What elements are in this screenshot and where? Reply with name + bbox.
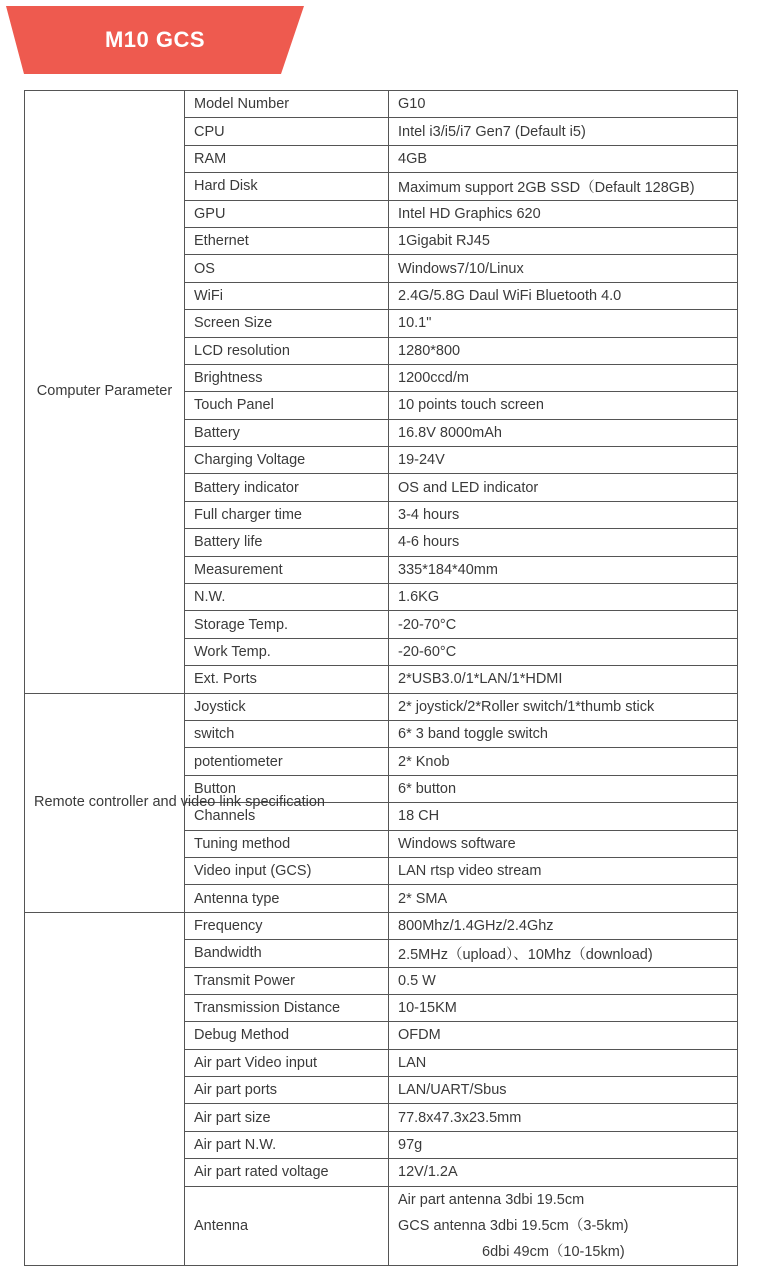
- row-label: Channels: [185, 803, 389, 830]
- row-value: 1280*800: [389, 337, 738, 364]
- row-value: LAN/UART/Sbus: [389, 1077, 738, 1104]
- page-title: M10 GCS: [104, 27, 206, 52]
- row-value: 19-24V: [389, 447, 738, 474]
- group-remote-controller: Remote controller and video link specification: [25, 693, 185, 912]
- row-value: 2* Knob: [389, 748, 738, 775]
- row-label: Debug Method: [185, 1022, 389, 1049]
- spec-table: [24, 90, 738, 1266]
- row-value: 97g: [389, 1131, 738, 1158]
- row-value: 18 CH: [389, 803, 738, 830]
- row-value: 0.5 W: [389, 967, 738, 994]
- row-value: Windows7/10/Linux: [389, 255, 738, 282]
- row-label: Hard Disk: [185, 173, 389, 200]
- row-label: Charging Voltage: [185, 447, 389, 474]
- row-value: G10: [389, 91, 738, 118]
- row-label: Brightness: [185, 364, 389, 391]
- row-label: Model Number: [185, 91, 389, 118]
- row-label: CPU: [185, 118, 389, 145]
- row-value: Windows software: [389, 830, 738, 857]
- row-label: Battery: [185, 419, 389, 446]
- row-label: potentiometer: [185, 748, 389, 775]
- table-row: [25, 912, 738, 939]
- row-label: Bandwidth: [185, 940, 389, 967]
- row-value: 3-4 hours: [389, 501, 738, 528]
- row-value: 2.4G/5.8G Daul WiFi Bluetooth 4.0: [389, 282, 738, 309]
- antenna-label: Antenna: [185, 1186, 389, 1265]
- row-value: 10.1": [389, 310, 738, 337]
- row-value: Intel i3/i5/i7 Gen7 (Default i5): [389, 118, 738, 145]
- row-value: 12V/1.2A: [389, 1159, 738, 1186]
- row-label: GPU: [185, 200, 389, 227]
- row-value: Intel HD Graphics 620: [389, 200, 738, 227]
- row-label: Storage Temp.: [185, 611, 389, 638]
- row-label: Tuning method: [185, 830, 389, 857]
- row-value: 77.8x47.3x23.5mm: [389, 1104, 738, 1131]
- table-row: [25, 91, 738, 118]
- row-value: 335*184*40mm: [389, 556, 738, 583]
- row-value: 1Gigabit RJ45: [389, 227, 738, 254]
- row-label: Transmit Power: [185, 967, 389, 994]
- row-label: Ethernet: [185, 227, 389, 254]
- row-value: 1.6KG: [389, 584, 738, 611]
- row-label: Ext. Ports: [185, 666, 389, 693]
- row-label: switch: [185, 720, 389, 747]
- row-value: 10 points touch screen: [389, 392, 738, 419]
- row-label: RAM: [185, 145, 389, 172]
- row-value: 4-6 hours: [389, 529, 738, 556]
- row-label: Transmission Distance: [185, 994, 389, 1021]
- row-label: WiFi: [185, 282, 389, 309]
- row-value: Maximum support 2GB SSD（Default 128GB): [389, 173, 738, 200]
- row-value: OS and LED indicator: [389, 474, 738, 501]
- group-datalink: [25, 912, 185, 1265]
- row-value: LAN: [389, 1049, 738, 1076]
- row-value: 16.8V 8000mAh: [389, 419, 738, 446]
- row-value: 1200ccd/m: [389, 364, 738, 391]
- row-label: LCD resolution: [185, 337, 389, 364]
- row-value: 800Mhz/1.4GHz/2.4Ghz: [389, 912, 738, 939]
- row-label: Full charger time: [185, 501, 389, 528]
- row-value: 6* button: [389, 775, 738, 802]
- row-label: Screen Size: [185, 310, 389, 337]
- row-label: Air part ports: [185, 1077, 389, 1104]
- row-label: OS: [185, 255, 389, 282]
- row-label: Frequency: [185, 912, 389, 939]
- row-label: Air part rated voltage: [185, 1159, 389, 1186]
- row-label: Battery indicator: [185, 474, 389, 501]
- row-value: OFDM: [389, 1022, 738, 1049]
- title-banner: [6, 6, 304, 74]
- row-label: Button: [185, 775, 389, 802]
- antenna-line: GCS antenna 3dbi 19.5cm（3-5km): [398, 1217, 629, 1234]
- antenna-value: [389, 1186, 738, 1265]
- row-label: Antenna type: [185, 885, 389, 912]
- row-value: -20-60°C: [389, 638, 738, 665]
- antenna-line: 6dbi 49cm（10-15km): [482, 1243, 625, 1260]
- row-value: 2*USB3.0/1*LAN/1*HDMI: [389, 666, 738, 693]
- row-value: 2.5MHz（upload）、10Mhz（download): [389, 940, 738, 967]
- row-label: N.W.: [185, 584, 389, 611]
- row-value: 2* SMA: [389, 885, 738, 912]
- row-value: 2* joystick/2*Roller switch/1*thumb stick: [389, 693, 738, 720]
- row-label: Air part size: [185, 1104, 389, 1131]
- antenna-line: Air part antenna 3dbi 19.5cm: [398, 1191, 585, 1208]
- row-value: LAN rtsp video stream: [389, 857, 738, 884]
- row-value: 10-15KM: [389, 994, 738, 1021]
- table-row: [25, 693, 738, 720]
- row-label: Measurement: [185, 556, 389, 583]
- group-computer-parameter: Computer Parameter: [25, 91, 185, 694]
- row-value: 4GB: [389, 145, 738, 172]
- row-value: -20-70°C: [389, 611, 738, 638]
- row-label: Video input (GCS): [185, 857, 389, 884]
- row-label: Work Temp.: [185, 638, 389, 665]
- row-label: Air part Video input: [185, 1049, 389, 1076]
- row-label: Joystick: [185, 693, 389, 720]
- row-value: 6* 3 band toggle switch: [389, 720, 738, 747]
- row-label: Air part N.W.: [185, 1131, 389, 1158]
- row-label: Battery life: [185, 529, 389, 556]
- row-label: Touch Panel: [185, 392, 389, 419]
